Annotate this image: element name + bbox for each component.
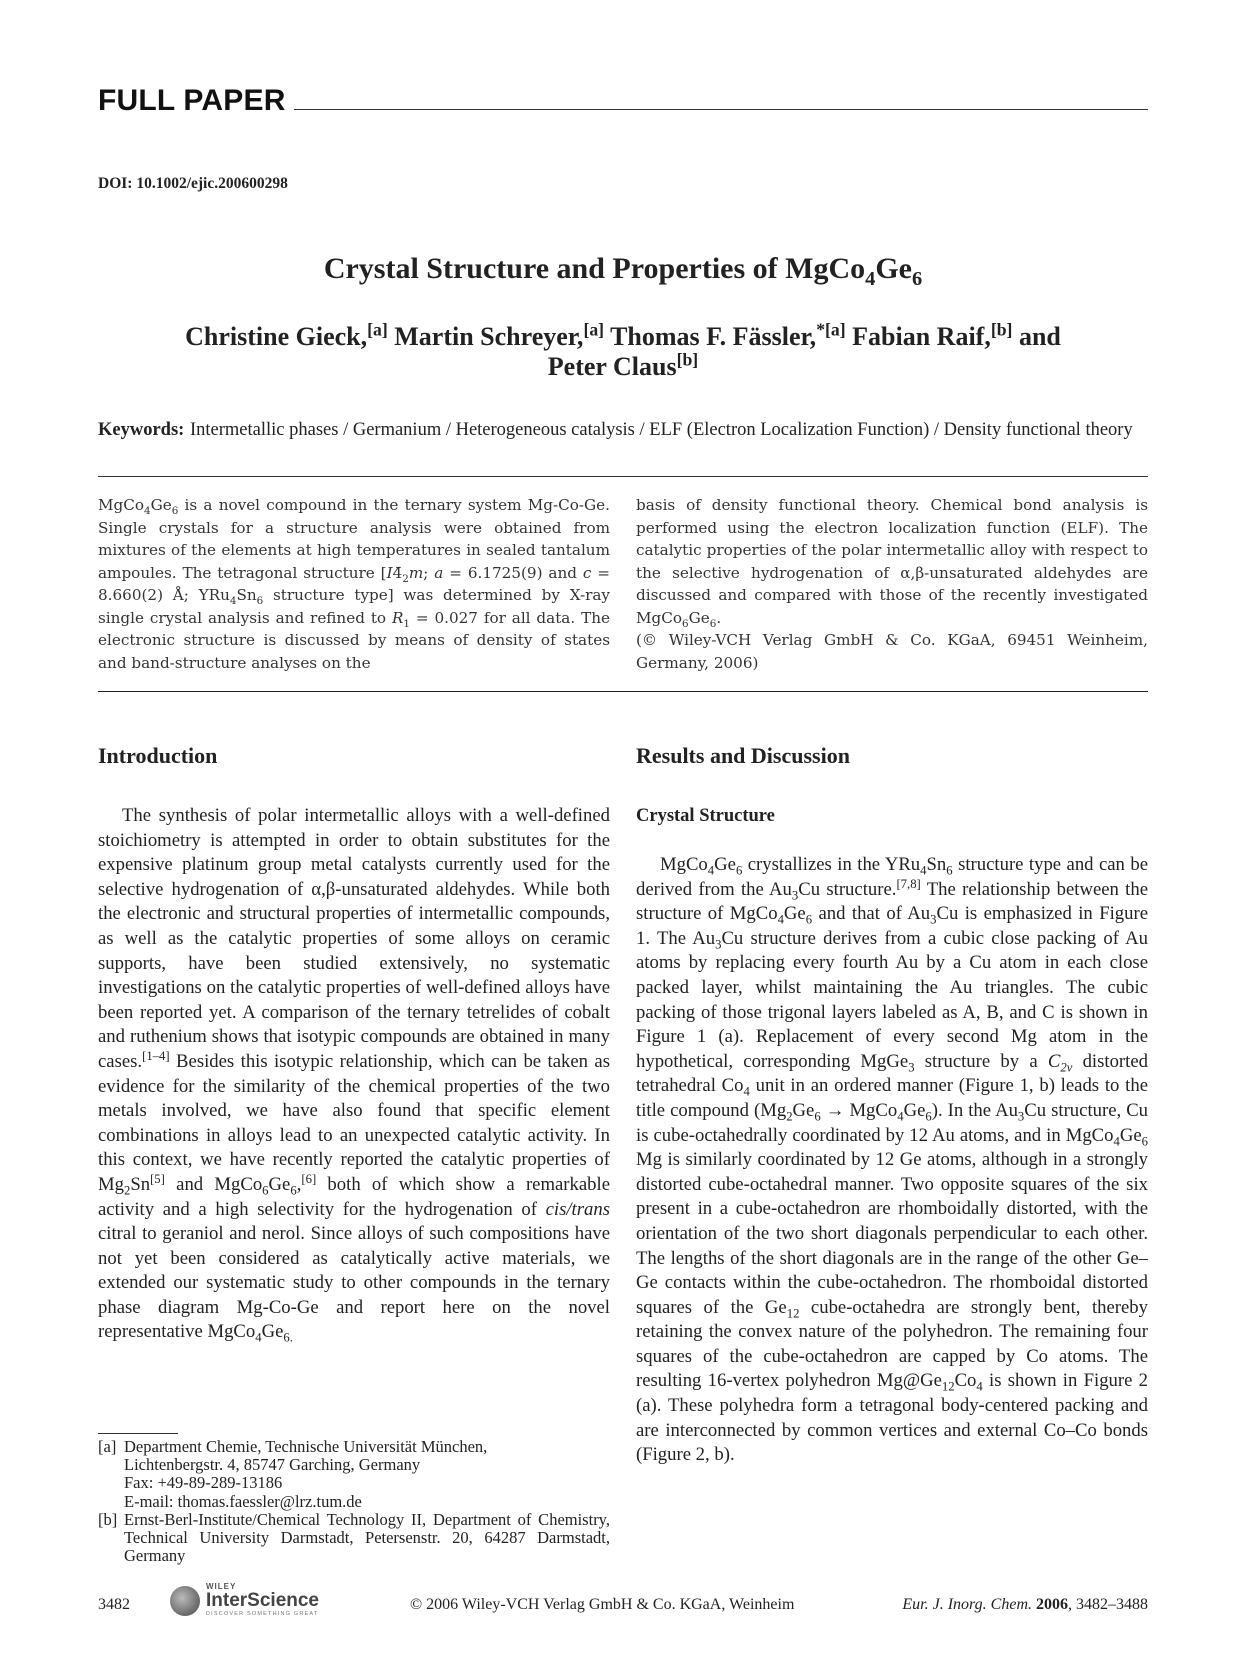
author-list: Christine Gieck,[a] Martin Schreyer,[a] Thomas F. Fässler,$^{*[a]}$ Fabian Raif,[b] and Peter Claus[b] — [185, 319, 1061, 381]
doi[interactable]: DOI: 10.1002/ejic.200600298 — [98, 175, 288, 192]
crystal-structure-paragraph: $MgCo_4Ge_6$ crystallizes in the $YRu_4Sn_6$ structure type and can be derived from the $Au_3Cu$ structure.[7,8] The relationship between the structure of $MgCo_4Ge_6$ and that of $Au_3Cu$ is emphasized in Figure 1. The $Au_3Cu$ structure derives from a cubic close packing of Au atoms by replacing every fourth Au by a Cu atom in each close packed layer, whilst maintaining the Au triangles. The cubic packing of those trigonal layers labeled as A, B, and C is shown in Figure 1 (a). Replacement of every second Mg atom in the hypothetical, corresponding MgGe$_3$ structure by a $C_{2v}$ distorted tetrahedral $Co_4$ unit in an ordered manner (Figure 1, b) leads to the title compound ($Mg_2Ge_6$ → $MgCo_4Ge_6$). In the $Au_3Cu$ structure, Cu is cube-octahedrally coordinated by 12 Au atoms, and in $MgCo_4Ge_6$ Mg is similarly coordinated by 12 Ge atoms, although in a strongly distorted cube-octahedral manner. Two opposite squares of the six present in a cube-octahedron are rhomboidally distorted, with the orientation of the two short diagonals perpendicular to each other. The lengths of the short diagonals are in the range of the other Ge–Ge contacts within the cube-octahedron. The rhomboidal distorted squares of the $Ge_{12}$ cube-octahedra are strongly bent, thereby retaining the convex nature of the polyhedron. The remaining four squares of the cube-octahedron are capped by Co atoms. The resulting 16-vertex polyhedron $Mg@Ge_{12}Co_4$ is shown in Figure 2 (a). These polyhedra form a tetragonal body-centered packing and are interconnected by common vertices and external Co–Co bonds (Figure 2, b). — [636, 854, 1149, 1466]
affiliations — [98, 1438, 610, 1565]
citation[interactable]: [7,8] — [896, 876, 921, 891]
interscience-logo: WILEY InterScience DISCOVER SOMETHING GREAT — [170, 1580, 340, 1620]
abstract-right: basis of density functional theory. Chemical bond analysis is performed using the electron localization function (ELF). The catalytic properties of the polar intermetallic alloy with respect to the selective hydrogenation of α,β-unsaturated aldehydes are discussed and compared with those of the recently investigated $MgCo_6Ge_6$. (© Wiley-VCH Verlag GmbH & Co. KGaA, 69451 Weinheim, Germany, 2006) — [636, 496, 1148, 672]
results-heading: Results and Discussion — [636, 743, 850, 768]
author: Martin Schreyer, — [394, 322, 584, 351]
abstract-left: $MgCo_4Ge_6$ is a novel compound in the ternary system Mg-Co-Ge. Single crystals for a structure analysis were obtained from mixtures of the elements at high temperatures in sealed tantalum ampoules. The tetragonal structure [$I4̄_2m$; a = 6.1725(9) and c = 8.660(2) Å; $YRu_4Sn_6$ structure type] was determined by X-ray single crystal analysis and refined to $R_1 = 0.027$ for all data. The electronic structure is discussed by means of density of states and band-structure analyses on the — [98, 496, 610, 672]
section-label: FULL PAPER — [98, 84, 286, 117]
keywords-text: Intermetallic phases / Germanium / Heterogeneous catalysis / ELF (Electron Localization Function) / Density functional theory — [190, 420, 1133, 440]
keywords — [98, 418, 1148, 442]
intro-heading: Introduction — [98, 743, 218, 768]
citation[interactable]: [6] — [301, 1171, 317, 1186]
affiliation-b: [b] Ernst-Berl-Institute/Chemical Technology II, Department of Chemistry, Technical University Darmstadt, Petersenstr. 20, 64287 Darmstadt, Germany — [98, 1509, 610, 1566]
abstract-rule-bottom — [98, 691, 1148, 692]
author: Thomas F. Fässler, — [610, 322, 817, 351]
affiliation-a: [a] Department Chemie, Technische Universität München, Lichtenbergstr. 4, 85747 Garching, Germany Fax: +49-89-289-13186 E-mail: thomas.faessler@lrz.tum.de — [98, 1438, 610, 1511]
intro-paragraph: The synthesis of polar intermetallic alloys with a well-defined stoichiometry is attempted in order to obtain substitutes for the expensive platinum group metal catalysts currently used for the selective hydrogenation of α,β-unsaturated aldehydes. While both the electronic and structural properties of intermetallic compounds, as well as the catalytic properties of some alloys on ceramic supports, have been studied extensively, no systematic investigations on the catalytic properties of well-defined alloys have been reported yet. A comparison of the ternary tetrelides of cobalt and ruthenium shows that isotypic compounds are obtained in many cases.[1–4] Besides this isotypic relationship, which can be taken as evidence for the similarity of the chemical properties of the two metals involved, we have also found that specific element combinations in alloys lead to an unexpected catalytic activity. In this context, we have recently reported the catalytic properties of $Mg_2Sn[5]$ and $MgCo_6Ge_6,[6]$ both of which show a remarkable activity and a high selectivity for the hydrogenation of cis/trans citral to geraniol and nerol. Since alloys of such compositions have not yet been considered as catalytically active materials, we extended our systematic study to other compounds in the ternary phase diagram Mg-Co-Ge and report here on the novel representative $MgCo_4Ge_{6.}$ — [98, 805, 611, 1346]
email-link[interactable]: E-mail: thomas.faessler@lrz.tum.de — [124, 1491, 362, 1511]
footer-copyright: © 2006 Wiley-VCH Verlag GmbH & Co. KGaA, Weinheim — [410, 1596, 795, 1613]
page-number: 3482 — [98, 1596, 130, 1613]
citation[interactable]: [1–4] — [142, 1048, 170, 1063]
footnote-rule — [98, 1433, 178, 1434]
header-rule — [294, 109, 1148, 110]
journal-citation: Eur. J. Inorg. Chem. 2006, 3482–3488 — [902, 1596, 1148, 1613]
abstract-rule-top — [98, 476, 1148, 477]
author: Peter Claus — [547, 352, 677, 381]
paper-title: Crystal Structure and Properties of $MgCo_4Ge_6$ — [323, 252, 923, 290]
globe-icon — [170, 1586, 200, 1616]
author: Christine Gieck, — [185, 322, 368, 351]
citation[interactable]: [5] — [150, 1171, 165, 1186]
author: Fabian Raif, — [852, 322, 991, 351]
crystal-structure-subheading: Crystal Structure — [636, 806, 775, 826]
keywords-label: Keywords: — [98, 420, 185, 440]
abstract-copyright: (© Wiley-VCH Verlag GmbH & Co. KGaA, 69451 Weinheim, Germany, 2006) — [636, 631, 1148, 672]
